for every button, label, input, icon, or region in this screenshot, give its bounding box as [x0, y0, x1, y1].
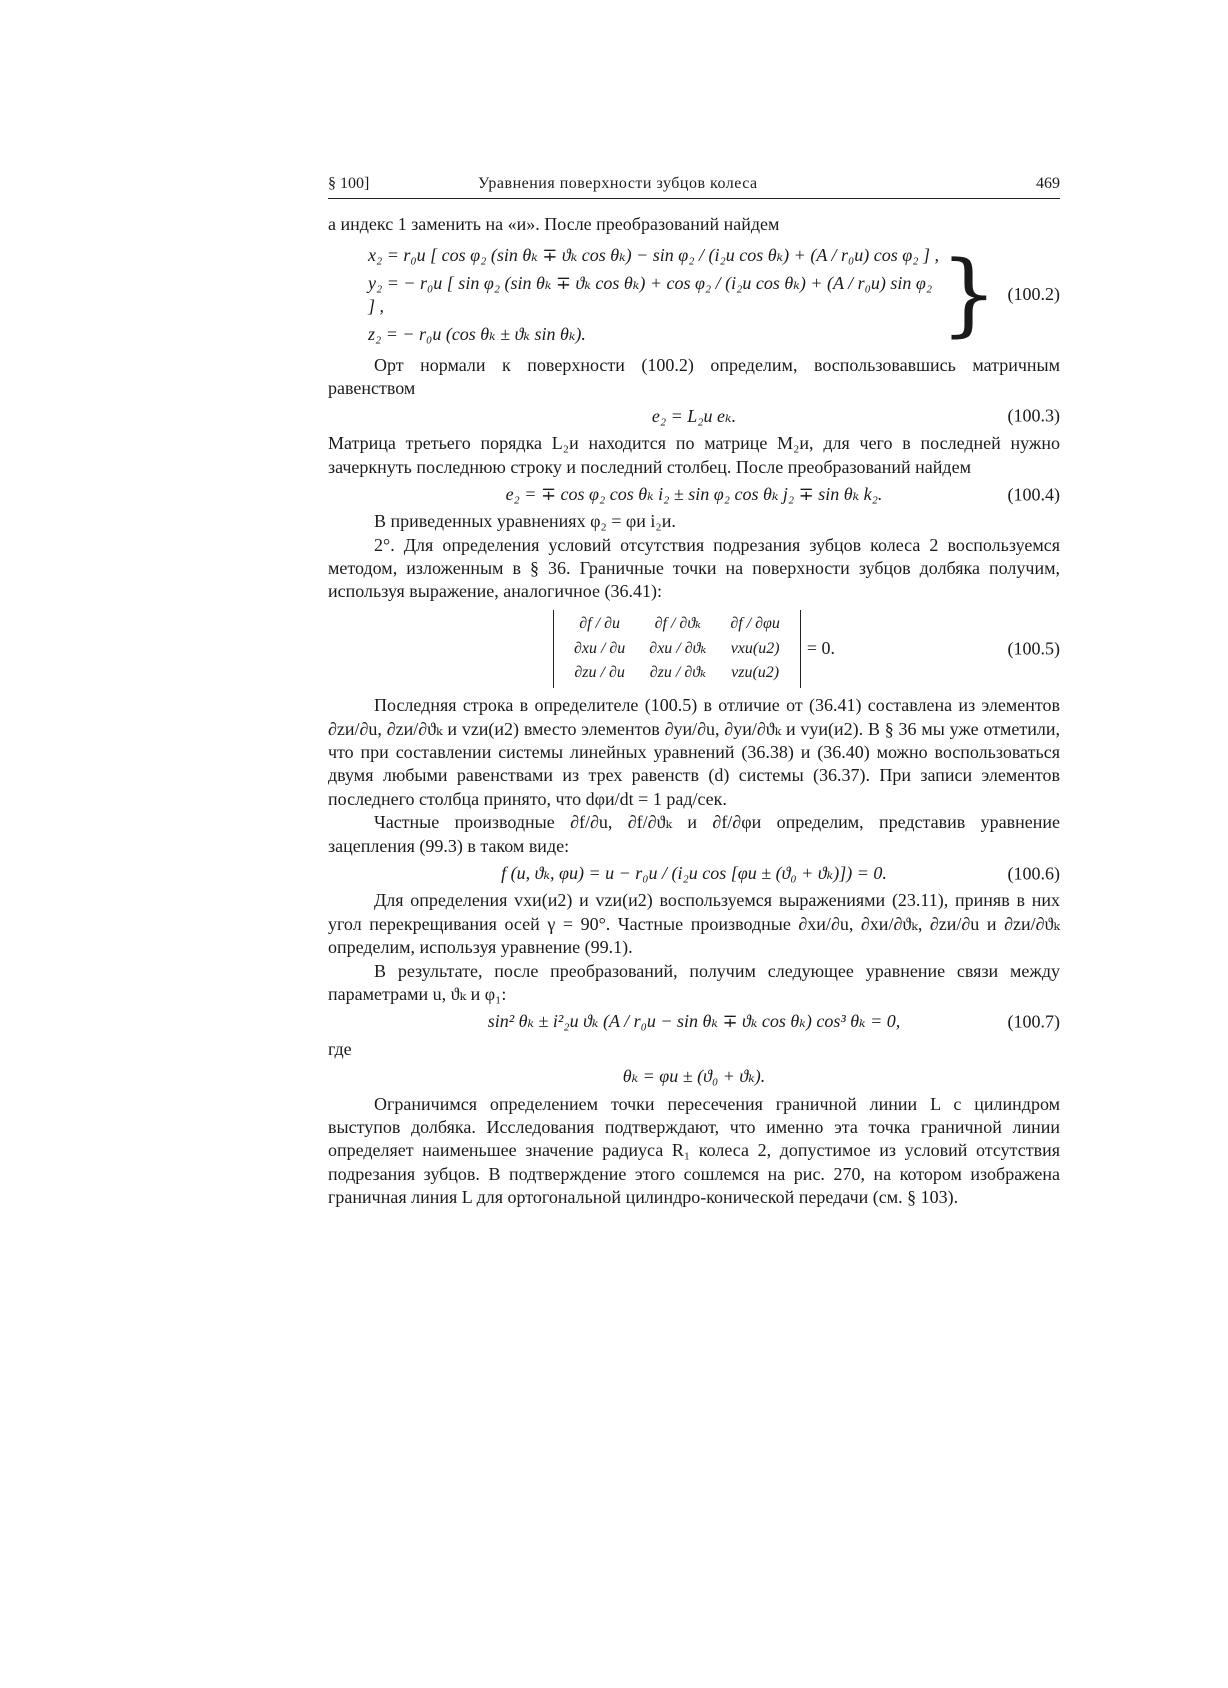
paragraph-11: Ограничимся определением точки пересечения граничной линии L с цилиндром выступов долбяка. Исследования подтверждают, что именно эта точка граничной линии определяет наименьшее значение радиуса R₁ колеса 2, допустимое из условий отсутствия подрезания зубцов. В подтверждение этого сошлемся на рис. 270, на котором изображена граничная линия L для ортогональной цилиндро-конической передачи (см. § 103).: [328, 1093, 1060, 1208]
equation-x2: x₂ = r₀и [ cos φ₂ (sin θₖ ∓ ϑₖ cos θₖ) − sin φ₂ / (i₂и cos θₖ) + (A / r₀и) cos φ₂ ] ,: [368, 245, 939, 266]
paragraph-9: В результате, после преобразований, получим следующее уравнение связи между параметрами u, ϑₖ и φ₁:: [328, 960, 1060, 1004]
determinant-cell: ∂xи / ∂u: [573, 639, 626, 657]
equation-100-6: [328, 862, 1060, 885]
equation-number-100-2: (100.2): [1007, 284, 1060, 305]
equation-100-3: [328, 405, 1060, 428]
section-ref: § 100]: [328, 175, 370, 192]
determinant-cell: vzи(и2): [731, 664, 780, 682]
determinant-cell: ∂zи / ∂ϑₖ: [649, 664, 706, 682]
equation-number-100-5: (100.5): [1007, 638, 1060, 659]
page: [328, 172, 1060, 1209]
paragraph-5: 2°. Для определения условий отсутствия подрезания зубцов колеса 2 воспользуемся методом, изложенным в § 36. Граничные точки на поверхности зубцов долбяка получим, используя выражение, аналогичное (36.41):: [328, 534, 1060, 602]
equation-y2: y₂ = − r₀и [ sin φ₂ (sin θₖ ∓ ϑₖ cos θₖ) + cos φ₂ / (i₂и cos θₖ) + (A / r₀и) sin φ₂ ] ,: [368, 272, 933, 317]
equation-number-100-4: (100.4): [1007, 483, 1060, 504]
system-brace: }: [940, 242, 998, 348]
determinant-row-2: [562, 637, 792, 662]
equation-where: [328, 1065, 1060, 1088]
determinant-row-1: [562, 612, 792, 637]
paragraph-10: где: [328, 1038, 352, 1059]
determinant-cell: ∂f / ∂ϑₖ: [654, 614, 702, 632]
paragraph-2: Орт нормали к поверхности (100.2) определим, воспользовавшись матричным равенством: [328, 354, 1060, 399]
equation-number-100-7: (100.7): [1007, 1011, 1060, 1032]
equation-100-4: [328, 483, 1060, 506]
equation-100-6-text: f (u, ϑₖ, φи) = u − r₀и / (i₂и cos [φи ± (ϑ₀ + ϑₖ)]) = 0.: [501, 862, 887, 883]
equation-number-100-6: (100.6): [1007, 862, 1060, 883]
equation-100-5: [328, 610, 1060, 688]
equation-100-4-text: e₂ = ∓ cos φ₂ cos θₖ i₂ ± sin φ₂ cos θₖ j₂ ∓ sin θₖ k₂.: [505, 483, 883, 504]
determinant-row-3: [562, 661, 792, 686]
equation-number-100-3: (100.3): [1007, 405, 1060, 426]
determinant-cell: vxи(и2): [730, 639, 780, 657]
determinant-cell: ∂xи / ∂ϑₖ: [649, 639, 707, 657]
paragraph-7: Частные производные ∂f/∂u, ∂f/∂ϑₖ и ∂f/∂φи определим, представив уравнение зацепления (99.3) в таком виде:: [328, 812, 1060, 856]
determinant-rhs: = 0.: [806, 638, 836, 659]
determinant-cell: ∂f / ∂φи: [730, 614, 780, 632]
paragraph-8: Для определения vxи(и2) и vzи(и2) воспользуемся выражениями (23.11), приняв в них угол перекрещивания осей γ = 90°. Частные производные ∂xи/∂u, ∂xи/∂ϑₖ, ∂zи/∂u и ∂zи/∂ϑₖ определим, используя уравнение (99.1).: [328, 890, 1060, 958]
equation-100-7: [328, 1010, 1060, 1033]
equation-z2: z₂ = − r₀и (cos θₖ ± ϑₖ sin θₖ).: [368, 323, 586, 344]
equation-100-2: [328, 240, 1060, 350]
equation-100-7-text: sin² θₖ ± i²₂и ϑₖ (A / r₀и − sin θₖ ∓ ϑₖ cos θₖ) cos³ θₖ = 0,: [487, 1011, 901, 1032]
determinant: [553, 610, 801, 688]
determinant-cell: ∂zи / ∂u: [574, 664, 625, 682]
equation-100-3-text: e₂ = L₂и eₖ.: [651, 405, 737, 426]
paragraph-3: Матрица третьего порядка L₂и находится по матрице M₂и, для чего в последней нужно зачеркнуть последнюю строку и последний столбец. После преобразований найдем: [328, 433, 1060, 477]
equation-where-text: θₖ = φи ± (ϑ₀ + ϑₖ).: [622, 1066, 766, 1087]
determinant-cell: ∂f / ∂u: [579, 614, 620, 632]
paragraph-6: Последняя строка в определителе (100.5) в отличие от (36.41) составлена из элементов ∂zи/∂u, ∂zи/∂ϑₖ и vzи(и2) вместо элементов ∂yи/∂u, ∂yи/∂ϑₖ и vyи(и2). В § 36 мы уже отметили, что при составлении системы линейных уравнений (36.38) и (36.40) можно воспользоваться двумя любыми равенствами из трех равенств (d) системы (36.37). При записи элементов последнего столбца принято, что dφи/dt = 1 рад/сек.: [328, 695, 1060, 809]
page-number: 469: [1036, 175, 1060, 192]
paragraph-4: В приведенных уравнениях φ₂ = φи i₂и.: [374, 511, 676, 532]
paragraph-1: а индекс 1 заменить на «и». После преобразований найдем: [328, 214, 780, 234]
running-header: [328, 172, 1060, 199]
running-title: Уравнения поверхности зубцов колеса: [478, 175, 758, 192]
